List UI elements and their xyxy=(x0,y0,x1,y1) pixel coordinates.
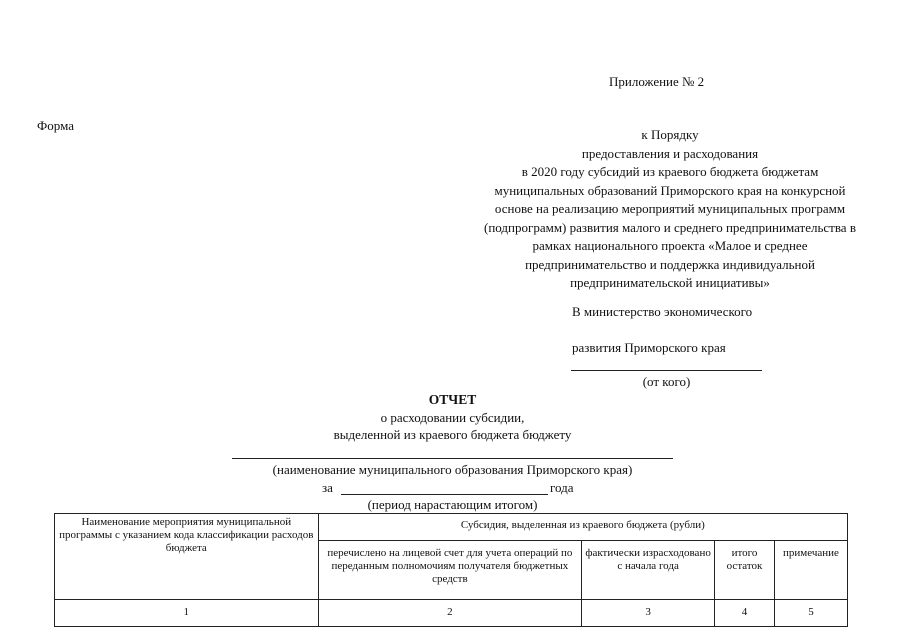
report-subtitle-2: выделенной из краевого бюджета бюджету xyxy=(333,427,572,442)
table-number-row xyxy=(55,600,848,627)
addressee-line-1: В министерство экономического xyxy=(572,304,753,319)
addressee-line-2: развития Приморского края xyxy=(572,340,726,355)
order-line: к Порядку xyxy=(641,127,699,142)
period-caption: (период нарастающим итогом) xyxy=(367,497,538,512)
period-underline xyxy=(341,494,548,495)
report-table xyxy=(54,513,848,627)
municipality-underline xyxy=(232,458,673,459)
period-prefix: за xyxy=(322,480,333,495)
order-line: муниципальных образований Приморского края на конкурсной xyxy=(494,182,846,198)
report-title: ОТЧЕТ xyxy=(428,392,477,407)
table-header-row xyxy=(55,514,848,541)
from-underline xyxy=(571,370,762,371)
order-line: предпринимательской инициативы» xyxy=(570,275,770,290)
column-number: 1 xyxy=(55,600,319,627)
form-label: Форма xyxy=(37,118,74,133)
period-suffix: года xyxy=(550,480,574,495)
order-line: в 2020 году субсидий из краевого бюджета бюджетам xyxy=(521,164,819,179)
measure-name-header: Наименование мероприятия муниципальной программы с указанием кода классификации расходов бюджета xyxy=(55,514,319,600)
appendix-label: Приложение № 2 xyxy=(609,74,705,89)
order-line: основе на реализацию мероприятий муниципальных программ xyxy=(494,201,846,216)
column-number: 4 xyxy=(715,600,775,627)
note-header: примечание xyxy=(774,541,847,600)
balance-header: итого остаток xyxy=(715,541,775,600)
municipality-caption: (наименование муниципального образования Приморского края) xyxy=(272,462,633,477)
order-line: рамках национального проекта «Малое и среднее xyxy=(532,238,808,253)
order-reference-block xyxy=(420,126,905,293)
report-subtitle-1: о расходовании субсидии, xyxy=(380,410,525,425)
order-line: (подпрограмм) развития малого и среднего предпринимательства в xyxy=(484,219,856,235)
transferred-header: перечислено на лицевой счет для учета операций по переданным полномочиям получателя бюджетных средств xyxy=(318,541,582,600)
subsidy-group-header: Субсидия, выделенная из краевого бюджета (рубли) xyxy=(318,514,847,541)
column-number: 2 xyxy=(318,600,582,627)
column-number: 5 xyxy=(774,600,847,627)
column-number: 3 xyxy=(582,600,715,627)
spent-header: фактически израсходовано с начала года xyxy=(582,541,715,600)
order-line: предоставления и расходования xyxy=(581,145,759,161)
order-line: предпринимательство и поддержка индивидуальной xyxy=(525,256,815,272)
from-caption: (от кого) xyxy=(642,374,691,389)
